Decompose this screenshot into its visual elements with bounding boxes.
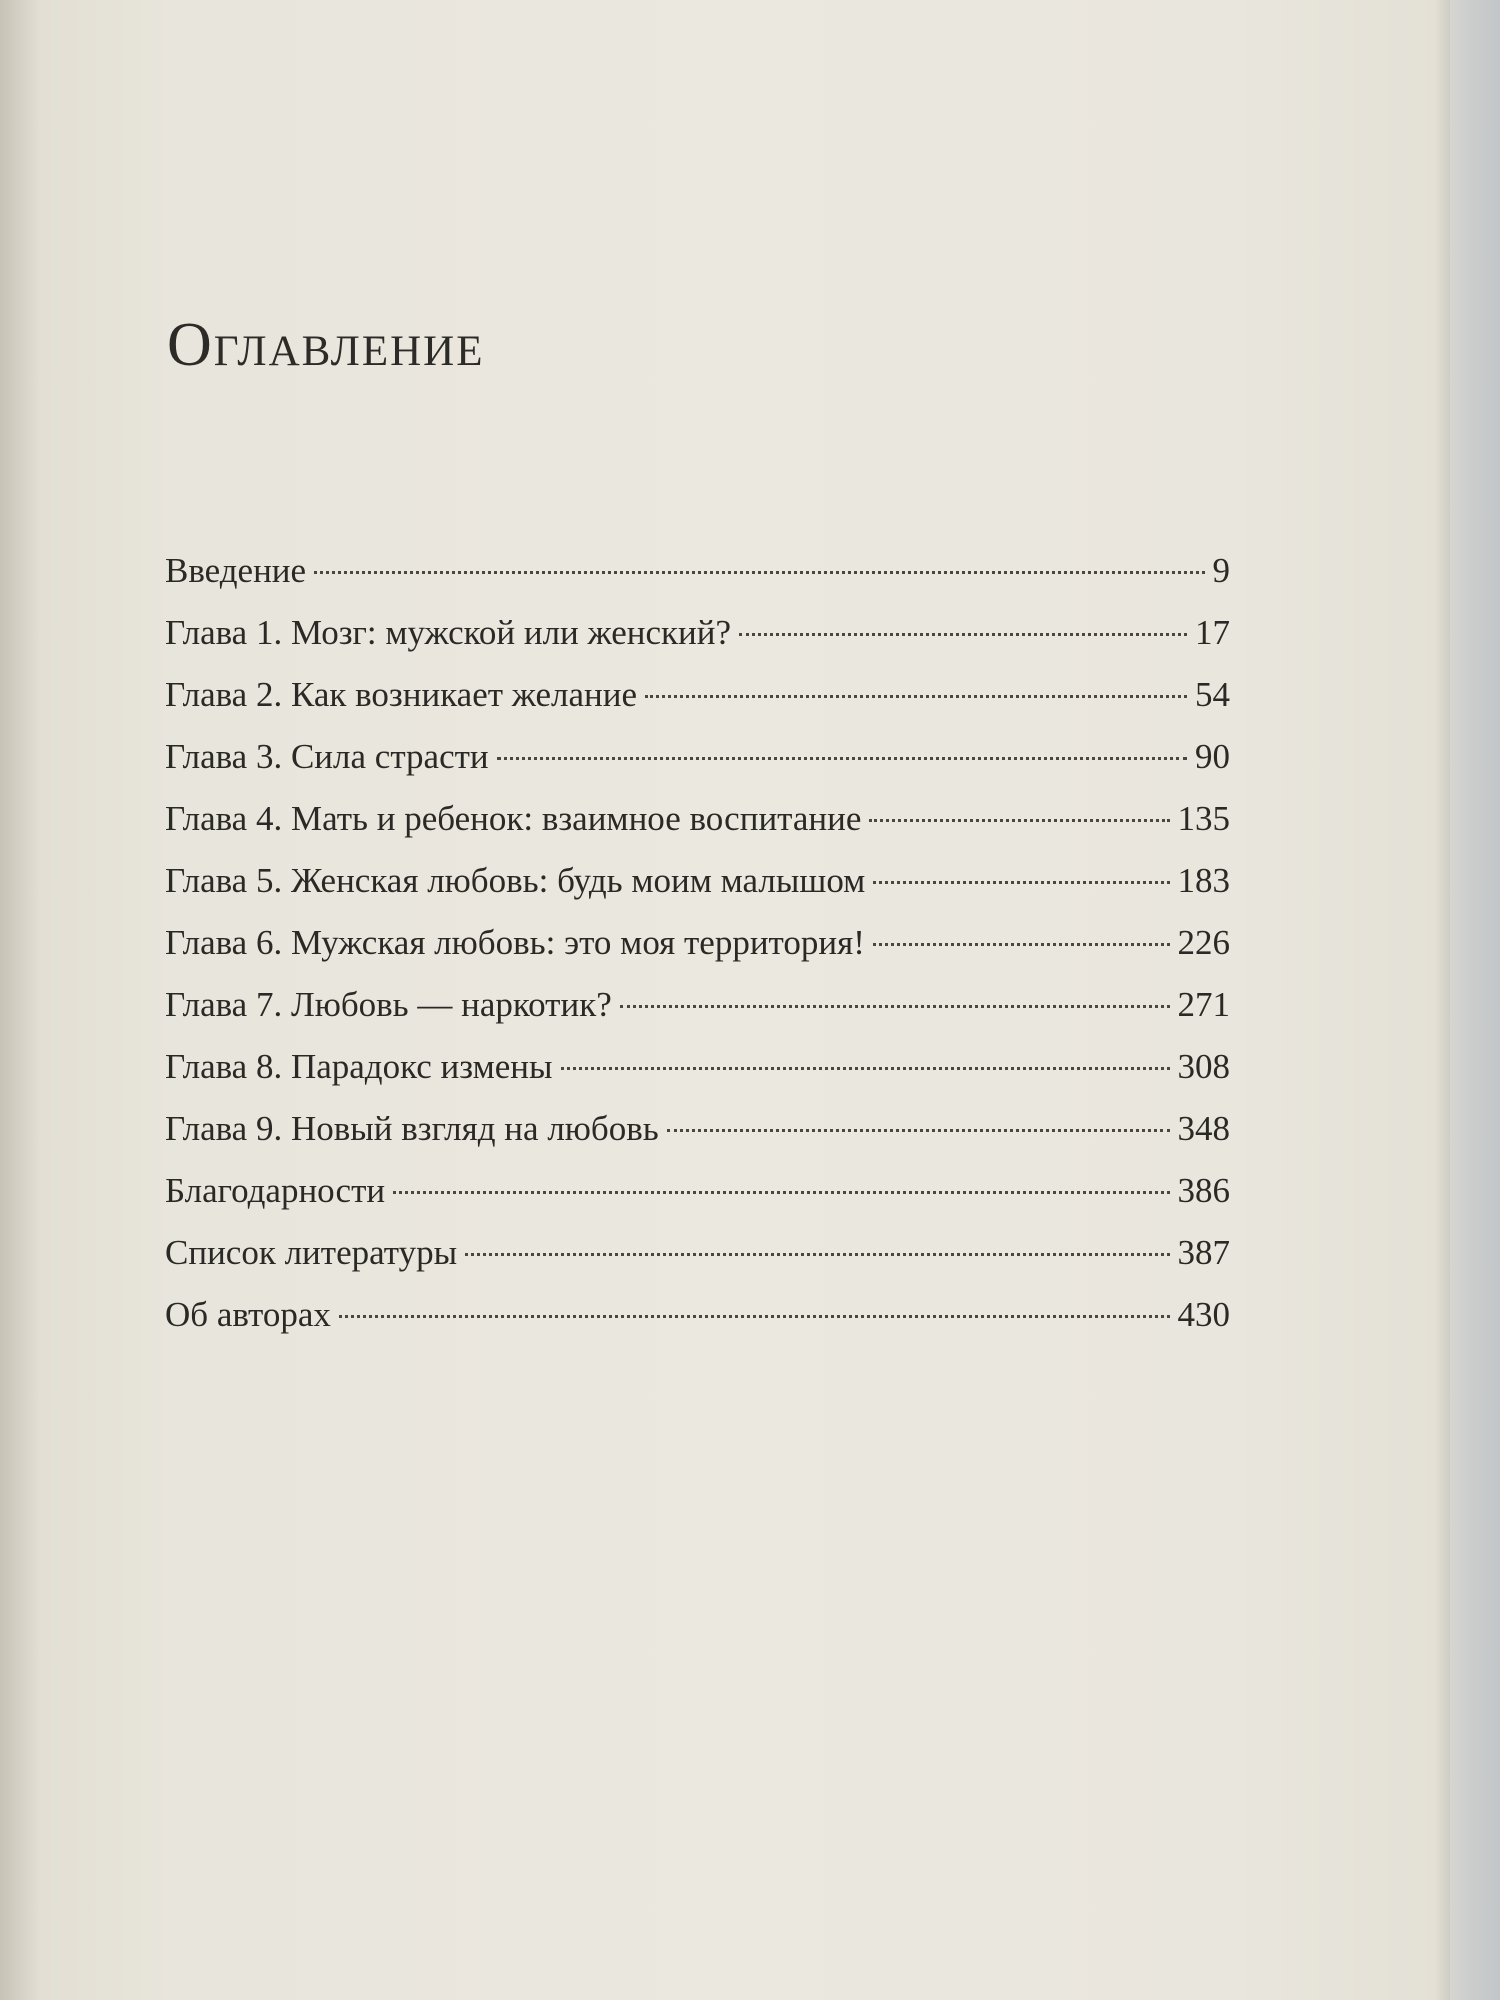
dot-leader (393, 1191, 1169, 1194)
toc-entry-label: Об авторах (165, 1295, 331, 1334)
dot-leader (645, 695, 1187, 698)
toc-list (165, 540, 1230, 1346)
toc-entry-label: Список литературы (165, 1233, 458, 1272)
toc-entry-label: Глава 7. Любовь — наркотик? (165, 985, 612, 1024)
toc-entry-label: Введение (165, 551, 307, 590)
dot-leader (667, 1129, 1170, 1132)
toc-entry-label: Глава 1. Мозг: мужской или женский? (165, 613, 732, 652)
dot-leader (314, 571, 1204, 574)
toc-entry-chapter-4 (165, 788, 1230, 850)
toc-entry-label: Глава 9. Новый взгляд на любовь (165, 1109, 659, 1148)
toc-entry-chapter-7 (165, 974, 1230, 1036)
toc-entry-label: Глава 6. Мужская любовь: это моя территория! (165, 923, 865, 962)
dot-leader (620, 1005, 1170, 1008)
toc-entry-chapter-3 (165, 726, 1230, 788)
toc-entry-bibliography (165, 1222, 1230, 1284)
toc-entry-about-authors (165, 1284, 1230, 1346)
toc-entry-chapter-9 (165, 1098, 1230, 1160)
dot-leader (869, 819, 1169, 822)
toc-entry-page: 430 (1177, 1295, 1230, 1334)
toc-entry-page: 9 (1212, 551, 1230, 590)
toc-entry-label: Глава 8. Парадокс измены (165, 1047, 553, 1086)
toc-entry-page: 17 (1195, 613, 1230, 652)
toc-entry-label: Глава 5. Женская любовь: будь моим малышом (165, 861, 866, 900)
toc-entry-page: 308 (1177, 1047, 1230, 1086)
toc-entry-page: 90 (1195, 737, 1230, 776)
toc-entry-chapter-5 (165, 850, 1230, 912)
toc-entry-introduction (165, 540, 1230, 602)
toc-entry-label: Благодарности (165, 1171, 386, 1210)
dot-leader (873, 943, 1170, 946)
dot-leader (497, 757, 1187, 760)
dot-leader (339, 1315, 1170, 1318)
toc-entry-chapter-6 (165, 912, 1230, 974)
toc-entry-chapter-2 (165, 664, 1230, 726)
page-edge (1450, 0, 1500, 2000)
toc-entry-page: 183 (1177, 861, 1230, 900)
toc-entry-page: 387 (1177, 1233, 1230, 1272)
toc-entry-chapter-1 (165, 602, 1230, 664)
dot-leader (465, 1253, 1169, 1256)
toc-entry-page: 386 (1177, 1171, 1230, 1210)
toc-entry-chapter-8 (165, 1036, 1230, 1098)
binding-shadow (0, 0, 40, 2000)
dot-leader (739, 633, 1187, 636)
toc-entry-page: 226 (1177, 923, 1230, 962)
dot-leader (873, 881, 1169, 884)
dot-leader (561, 1067, 1170, 1070)
toc-title: Оглавление (167, 311, 485, 379)
toc-entry-label: Глава 3. Сила страсти (165, 737, 489, 776)
toc-entry-label: Глава 2. Как возникает желание (165, 675, 638, 714)
page-edge-shadow (1434, 0, 1450, 2000)
toc-entry-page: 54 (1195, 675, 1230, 714)
toc-entry-acknowledgements (165, 1160, 1230, 1222)
toc-entry-label: Глава 4. Мать и ребенок: взаимное воспитание (165, 799, 862, 838)
toc-entry-page: 271 (1177, 985, 1230, 1024)
toc-entry-page: 135 (1177, 799, 1230, 838)
toc-entry-page: 348 (1177, 1109, 1230, 1148)
